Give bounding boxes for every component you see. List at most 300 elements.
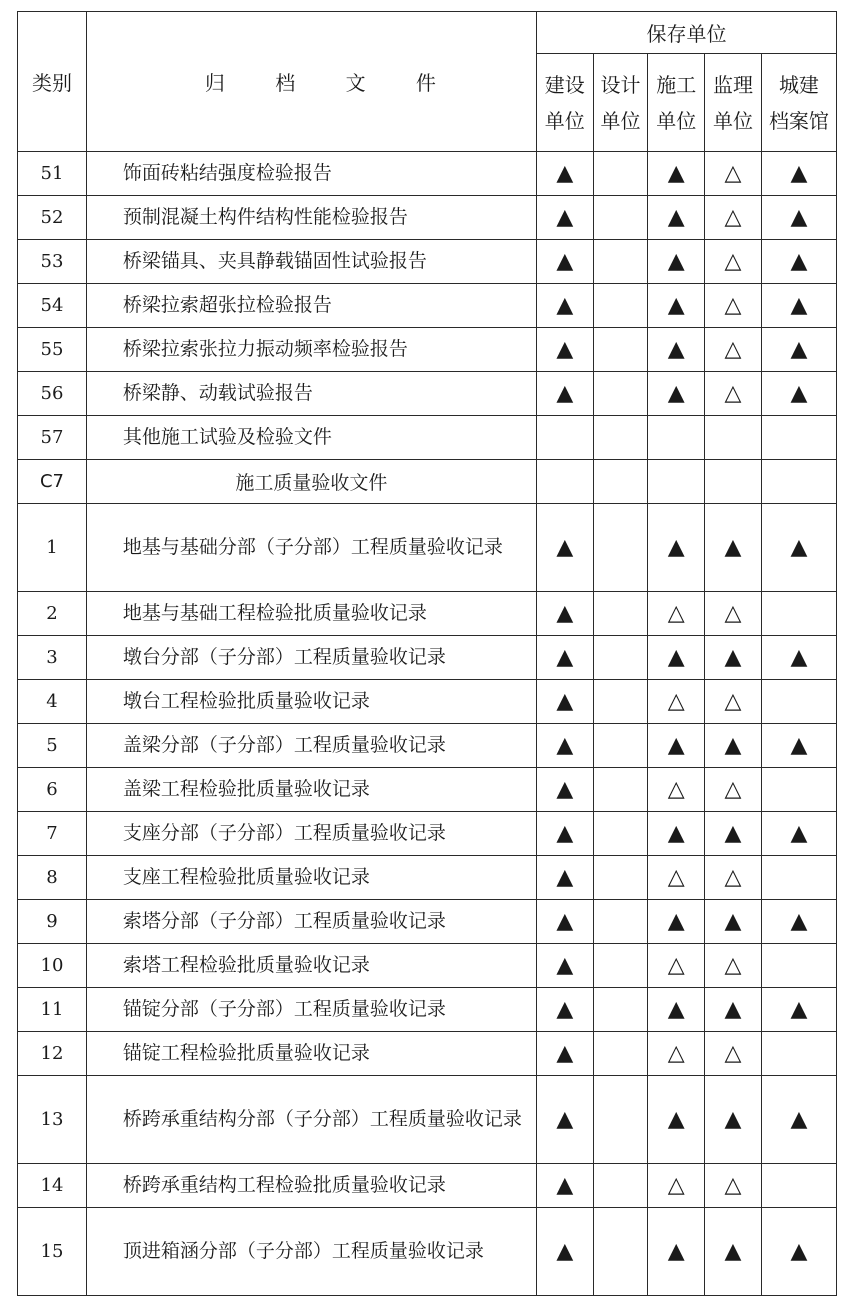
- hollow-triangle-icon: △: [667, 952, 685, 978]
- unit-label: 建设 单位: [544, 72, 585, 133]
- row-document-text: 桥梁静、动载试验报告: [122, 382, 313, 404]
- retention-cell: [593, 284, 648, 328]
- retention-cell: [536, 900, 593, 944]
- row-document-text: 索塔工程检验批质量验收记录: [122, 954, 370, 976]
- hollow-triangle-icon: △: [724, 688, 742, 714]
- filled-triangle-icon: ▲: [790, 732, 808, 758]
- row-category: 51: [18, 152, 87, 196]
- table-row: [18, 1032, 837, 1076]
- filled-triangle-icon: ▲: [667, 1106, 685, 1132]
- retention-cell: [648, 1032, 705, 1076]
- table-row: [18, 372, 837, 416]
- retention-cell: [761, 372, 836, 416]
- retention-cell: [761, 680, 836, 724]
- retention-cell: [648, 988, 705, 1032]
- retention-cell: [705, 504, 762, 592]
- row-category: 10: [18, 944, 87, 988]
- row-document-name: [86, 724, 536, 768]
- filled-triangle-icon: ▲: [724, 908, 742, 934]
- retention-cell: [705, 152, 762, 196]
- row-document-name: [86, 372, 536, 416]
- hollow-triangle-icon: △: [667, 688, 685, 714]
- row-category: 13: [18, 1076, 87, 1164]
- table-header: [18, 12, 837, 152]
- row-document-text: 预制混凝土构件结构性能检验报告: [122, 206, 408, 228]
- retention-cell: [761, 944, 836, 988]
- row-document-name: [86, 152, 536, 196]
- row-document-text: 桥梁拉索超张拉检验报告: [122, 294, 332, 316]
- retention-cell: [761, 1208, 836, 1296]
- table-row: [18, 680, 837, 724]
- row-document-text: 桥梁锚具、夹具静载锚固性试验报告: [122, 250, 427, 272]
- row-document-name: [86, 944, 536, 988]
- retention-cell: [648, 944, 705, 988]
- retention-cell: [536, 460, 593, 504]
- retention-cell: [705, 240, 762, 284]
- row-document-text: 其他施工试验及检验文件: [122, 426, 332, 448]
- retention-cell: [761, 988, 836, 1032]
- filled-triangle-icon: ▲: [667, 996, 685, 1022]
- row-document-text: 桥跨承重结构工程检验批质量验收记录: [122, 1174, 446, 1196]
- retention-cell: [761, 240, 836, 284]
- retention-cell: [761, 812, 836, 856]
- row-category: 54: [18, 284, 87, 328]
- filled-triangle-icon: ▲: [556, 292, 574, 318]
- retention-cell: [536, 1208, 593, 1296]
- table-row: [18, 240, 837, 284]
- row-category: C7: [18, 460, 87, 504]
- hollow-triangle-icon: △: [667, 1040, 685, 1066]
- table-row: [18, 328, 837, 372]
- retention-cell: [593, 944, 648, 988]
- retention-cell: [705, 636, 762, 680]
- filled-triangle-icon: ▲: [790, 644, 808, 670]
- filled-triangle-icon: ▲: [556, 336, 574, 362]
- table-row: [18, 856, 837, 900]
- retention-cell: [593, 724, 648, 768]
- retention-cell: [705, 1208, 762, 1296]
- retention-cell: [593, 988, 648, 1032]
- row-category: 15: [18, 1208, 87, 1296]
- retention-cell: [536, 284, 593, 328]
- filled-triangle-icon: ▲: [724, 820, 742, 846]
- retention-cell: [648, 856, 705, 900]
- retention-cell: [536, 416, 593, 460]
- row-category: 2: [18, 592, 87, 636]
- retention-cell: [648, 812, 705, 856]
- retention-cell: [536, 812, 593, 856]
- retention-cell: [593, 372, 648, 416]
- units-group-header: 保存单位: [536, 12, 836, 54]
- row-category: 11: [18, 988, 87, 1032]
- filled-triangle-icon: ▲: [724, 1238, 742, 1264]
- retention-cell: [761, 1164, 836, 1208]
- retention-cell: [761, 196, 836, 240]
- hollow-triangle-icon: △: [724, 600, 742, 626]
- filled-triangle-icon: ▲: [556, 1040, 574, 1066]
- row-category: 7: [18, 812, 87, 856]
- filled-triangle-icon: ▲: [667, 644, 685, 670]
- retention-cell: [761, 416, 836, 460]
- table-row: [18, 152, 837, 196]
- hollow-triangle-icon: △: [667, 776, 685, 802]
- retention-cell: [536, 1032, 593, 1076]
- row-category: 57: [18, 416, 87, 460]
- retention-cell: [761, 152, 836, 196]
- retention-cell: [761, 1032, 836, 1076]
- retention-cell: [536, 372, 593, 416]
- row-document-text: 盖梁工程检验批质量验收记录: [122, 778, 370, 800]
- table-row: [18, 944, 837, 988]
- unit-header-construction: [536, 54, 593, 152]
- retention-cell: [761, 284, 836, 328]
- row-document-name: [86, 856, 536, 900]
- row-document-text: 支座工程检验批质量验收记录: [122, 866, 370, 888]
- retention-cell: [593, 1164, 648, 1208]
- filled-triangle-icon: ▲: [667, 732, 685, 758]
- filled-triangle-icon: ▲: [790, 1238, 808, 1264]
- retention-cell: [648, 768, 705, 812]
- hollow-triangle-icon: △: [667, 864, 685, 890]
- filled-triangle-icon: ▲: [724, 644, 742, 670]
- filled-triangle-icon: ▲: [556, 534, 574, 560]
- filled-triangle-icon: ▲: [556, 1106, 574, 1132]
- table-row: [18, 504, 837, 592]
- row-category: 5: [18, 724, 87, 768]
- row-document-name: [86, 1164, 536, 1208]
- filled-triangle-icon: ▲: [790, 908, 808, 934]
- hollow-triangle-icon: △: [667, 1172, 685, 1198]
- filled-triangle-icon: ▲: [724, 996, 742, 1022]
- filled-triangle-icon: ▲: [790, 160, 808, 186]
- retention-cell: [648, 724, 705, 768]
- retention-cell: [648, 460, 705, 504]
- row-document-name: [86, 416, 536, 460]
- row-document-name: [86, 636, 536, 680]
- row-category: 12: [18, 1032, 87, 1076]
- hollow-triangle-icon: △: [667, 600, 685, 626]
- table-row: [18, 416, 837, 460]
- retention-cell: [648, 152, 705, 196]
- table-row: [18, 1076, 837, 1164]
- retention-cell: [705, 856, 762, 900]
- hollow-triangle-icon: △: [724, 204, 742, 230]
- retention-cell: [705, 812, 762, 856]
- unit-label: 设计 单位: [600, 72, 641, 133]
- retention-cell: [705, 944, 762, 988]
- filled-triangle-icon: ▲: [667, 160, 685, 186]
- row-document-text: 盖梁分部（子分部）工程质量验收记录: [122, 734, 446, 756]
- filled-triangle-icon: ▲: [790, 292, 808, 318]
- filled-triangle-icon: ▲: [667, 292, 685, 318]
- retention-cell: [536, 592, 593, 636]
- hollow-triangle-icon: △: [724, 952, 742, 978]
- filled-triangle-icon: ▲: [790, 820, 808, 846]
- filled-triangle-icon: ▲: [556, 820, 574, 846]
- row-document-name: [86, 240, 536, 284]
- retention-cell: [536, 504, 593, 592]
- retention-cell: [648, 504, 705, 592]
- retention-cell: [536, 944, 593, 988]
- retention-cell: [705, 592, 762, 636]
- row-category: 6: [18, 768, 87, 812]
- table-row: [18, 768, 837, 812]
- retention-cell: [705, 724, 762, 768]
- filled-triangle-icon: ▲: [790, 996, 808, 1022]
- row-document-name: [86, 504, 536, 592]
- row-document-text: 锚锭工程检验批质量验收记录: [122, 1042, 370, 1064]
- retention-cell: [593, 900, 648, 944]
- retention-cell: [593, 240, 648, 284]
- retention-cell: [536, 724, 593, 768]
- retention-cell: [648, 1208, 705, 1296]
- retention-cell: [705, 680, 762, 724]
- retention-cell: [761, 636, 836, 680]
- retention-cell: [705, 1076, 762, 1164]
- filled-triangle-icon: ▲: [667, 380, 685, 406]
- filled-triangle-icon: ▲: [667, 336, 685, 362]
- filled-triangle-icon: ▲: [724, 1106, 742, 1132]
- archive-table: [17, 11, 837, 1296]
- hollow-triangle-icon: △: [724, 336, 742, 362]
- retention-cell: [705, 196, 762, 240]
- retention-cell: [648, 416, 705, 460]
- row-document-name: [86, 768, 536, 812]
- filled-triangle-icon: ▲: [667, 820, 685, 846]
- retention-cell: [593, 460, 648, 504]
- retention-cell: [648, 372, 705, 416]
- table-body: [18, 152, 837, 1296]
- retention-cell: [593, 680, 648, 724]
- row-document-text: 支座分部（子分部）工程质量验收记录: [122, 822, 446, 844]
- retention-cell: [705, 768, 762, 812]
- retention-cell: [705, 900, 762, 944]
- retention-cell: [648, 240, 705, 284]
- row-document-name: [86, 328, 536, 372]
- retention-cell: [536, 328, 593, 372]
- unit-header-builder: [648, 54, 705, 152]
- filled-triangle-icon: ▲: [556, 248, 574, 274]
- filled-triangle-icon: ▲: [724, 534, 742, 560]
- retention-cell: [761, 900, 836, 944]
- row-category: 9: [18, 900, 87, 944]
- retention-cell: [536, 1164, 593, 1208]
- retention-cell: [761, 1076, 836, 1164]
- retention-cell: [593, 856, 648, 900]
- unit-header-design: [593, 54, 648, 152]
- retention-cell: [705, 416, 762, 460]
- retention-cell: [648, 900, 705, 944]
- retention-cell: [761, 328, 836, 372]
- unit-header-supervision: [705, 54, 762, 152]
- row-document-name: [86, 592, 536, 636]
- hollow-triangle-icon: △: [724, 1040, 742, 1066]
- title-header-text: 归 档 文 件: [204, 71, 458, 95]
- filled-triangle-icon: ▲: [556, 644, 574, 670]
- filled-triangle-icon: ▲: [790, 534, 808, 560]
- row-document-text: 地基与基础分部（子分部）工程质量验收记录: [122, 536, 503, 558]
- retention-cell: [593, 1208, 648, 1296]
- retention-cell: [593, 328, 648, 372]
- filled-triangle-icon: ▲: [790, 380, 808, 406]
- retention-cell: [705, 284, 762, 328]
- hollow-triangle-icon: △: [724, 380, 742, 406]
- table-row: [18, 196, 837, 240]
- hollow-triangle-icon: △: [724, 292, 742, 318]
- hollow-triangle-icon: △: [724, 1172, 742, 1198]
- row-document-text: 桥跨承重结构分部（子分部）工程质量验收记录: [122, 1108, 522, 1130]
- row-document-name: [86, 1032, 536, 1076]
- retention-cell: [593, 812, 648, 856]
- table-row: [18, 592, 837, 636]
- row-category: 55: [18, 328, 87, 372]
- row-document-text: 桥梁拉索张拉力振动频率检验报告: [122, 338, 408, 360]
- row-document-text: 锚锭分部（子分部）工程质量验收记录: [122, 998, 446, 1020]
- row-document-name: [86, 1208, 536, 1296]
- retention-cell: [648, 196, 705, 240]
- retention-cell: [761, 768, 836, 812]
- title-header: [86, 12, 536, 152]
- filled-triangle-icon: ▲: [556, 776, 574, 802]
- retention-cell: [705, 1032, 762, 1076]
- retention-cell: [761, 856, 836, 900]
- row-category: 14: [18, 1164, 87, 1208]
- filled-triangle-icon: ▲: [790, 248, 808, 274]
- filled-triangle-icon: ▲: [556, 380, 574, 406]
- filled-triangle-icon: ▲: [556, 732, 574, 758]
- unit-label: 城建 档案馆: [768, 72, 829, 133]
- row-category: 56: [18, 372, 87, 416]
- row-document-name: [86, 196, 536, 240]
- row-document-text: 墩台分部（子分部）工程质量验收记录: [122, 646, 446, 668]
- table-row: [18, 900, 837, 944]
- row-document-text: 索塔分部（子分部）工程质量验收记录: [122, 910, 446, 932]
- filled-triangle-icon: ▲: [667, 204, 685, 230]
- filled-triangle-icon: ▲: [790, 1106, 808, 1132]
- retention-cell: [705, 460, 762, 504]
- row-document-text: 墩台工程检验批质量验收记录: [122, 690, 370, 712]
- unit-label: 监理 单位: [713, 72, 753, 133]
- table-row: [18, 636, 837, 680]
- filled-triangle-icon: ▲: [556, 996, 574, 1022]
- row-document-text: 顶进箱涵分部（子分部）工程质量验收记录: [122, 1240, 484, 1262]
- retention-cell: [648, 636, 705, 680]
- retention-cell: [593, 504, 648, 592]
- retention-cell: [648, 680, 705, 724]
- hollow-triangle-icon: △: [724, 776, 742, 802]
- filled-triangle-icon: ▲: [667, 1238, 685, 1264]
- row-category: 8: [18, 856, 87, 900]
- row-category: 3: [18, 636, 87, 680]
- filled-triangle-icon: ▲: [790, 204, 808, 230]
- filled-triangle-icon: ▲: [667, 534, 685, 560]
- retention-cell: [536, 1076, 593, 1164]
- retention-cell: [593, 152, 648, 196]
- row-category: 1: [18, 504, 87, 592]
- row-document-name: [86, 1076, 536, 1164]
- retention-cell: [593, 1032, 648, 1076]
- retention-cell: [593, 636, 648, 680]
- row-category: 52: [18, 196, 87, 240]
- filled-triangle-icon: ▲: [556, 864, 574, 890]
- filled-triangle-icon: ▲: [667, 908, 685, 934]
- retention-cell: [536, 196, 593, 240]
- retention-cell: [593, 416, 648, 460]
- retention-cell: [536, 636, 593, 680]
- table-row: [18, 988, 837, 1032]
- retention-cell: [705, 1164, 762, 1208]
- table-row: [18, 1208, 837, 1296]
- retention-cell: [648, 328, 705, 372]
- archive-document: [17, 11, 837, 1296]
- filled-triangle-icon: ▲: [556, 908, 574, 934]
- retention-cell: [705, 328, 762, 372]
- row-category: 4: [18, 680, 87, 724]
- hollow-triangle-icon: △: [724, 248, 742, 274]
- row-document-name: [86, 284, 536, 328]
- retention-cell: [536, 240, 593, 284]
- filled-triangle-icon: ▲: [556, 1238, 574, 1264]
- retention-cell: [761, 504, 836, 592]
- table-row: [18, 812, 837, 856]
- category-header: 类别: [18, 12, 87, 152]
- filled-triangle-icon: ▲: [556, 688, 574, 714]
- retention-cell: [593, 768, 648, 812]
- unit-header-archive: [761, 54, 836, 152]
- retention-cell: [648, 1164, 705, 1208]
- row-category: 53: [18, 240, 87, 284]
- retention-cell: [593, 196, 648, 240]
- retention-cell: [536, 152, 593, 196]
- hollow-triangle-icon: △: [724, 160, 742, 186]
- retention-cell: [536, 680, 593, 724]
- retention-cell: [593, 1076, 648, 1164]
- row-document-name: [86, 812, 536, 856]
- section-row: [18, 460, 837, 504]
- filled-triangle-icon: ▲: [556, 160, 574, 186]
- filled-triangle-icon: ▲: [556, 600, 574, 626]
- hollow-triangle-icon: △: [724, 864, 742, 890]
- retention-cell: [648, 284, 705, 328]
- retention-cell: [593, 592, 648, 636]
- retention-cell: [761, 460, 836, 504]
- table-row: [18, 724, 837, 768]
- filled-triangle-icon: ▲: [556, 1172, 574, 1198]
- table-row: [18, 284, 837, 328]
- filled-triangle-icon: ▲: [667, 248, 685, 274]
- filled-triangle-icon: ▲: [790, 336, 808, 362]
- row-document-text: 施工质量验收文件: [235, 472, 388, 494]
- row-document-name: [86, 460, 536, 504]
- row-document-name: [86, 988, 536, 1032]
- retention-cell: [648, 1076, 705, 1164]
- retention-cell: [761, 724, 836, 768]
- retention-cell: [705, 372, 762, 416]
- table-row: [18, 1164, 837, 1208]
- retention-cell: [536, 768, 593, 812]
- row-document-name: [86, 900, 536, 944]
- unit-label: 施工 单位: [656, 72, 697, 133]
- row-document-name: [86, 680, 536, 724]
- retention-cell: [761, 592, 836, 636]
- filled-triangle-icon: ▲: [556, 952, 574, 978]
- filled-triangle-icon: ▲: [724, 732, 742, 758]
- retention-cell: [536, 856, 593, 900]
- row-document-text: 地基与基础工程检验批质量验收记录: [122, 602, 427, 624]
- retention-cell: [536, 988, 593, 1032]
- filled-triangle-icon: ▲: [556, 204, 574, 230]
- retention-cell: [705, 988, 762, 1032]
